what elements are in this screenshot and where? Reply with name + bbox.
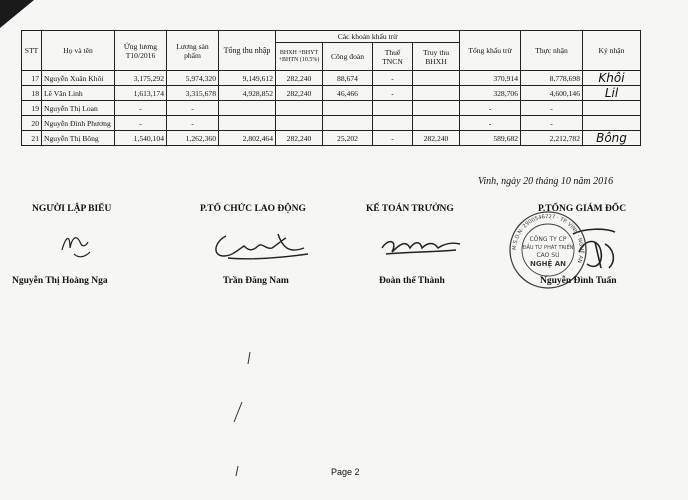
header-union-fee: Công đoàn [323,43,373,71]
cell-total [219,116,276,131]
signature-hr [208,228,318,264]
cell-signature [583,101,641,116]
stamp-line4: NGHỆ AN [530,260,566,268]
name-director: Nguyễn Đình Tuấn [540,276,617,286]
cell-recover [413,101,460,116]
cell-advance: - [115,116,167,131]
cell-net: 8,778,698 [521,71,583,86]
cell-stt: 19 [22,101,42,116]
header-insurance: BHXH +BHYT +BHTN (10.5%) [276,43,323,71]
cell-pit: - [373,71,413,86]
cell-deduction: - [460,101,521,116]
cell-net: - [521,101,583,116]
header-advance: Ứng lương T10/2016 [115,31,167,71]
header-total-income: Tổng thu nhập [219,31,276,71]
cell-name: Lê Văn Linh [42,86,115,101]
cell-recover: 282,240 [413,131,460,146]
cell-total: 2,802,464 [219,131,276,146]
cell-signature: Bông [583,131,641,146]
stamp-ring-text: M.S.D.N: 2900546727 · TP. VINH · NGHỆ AN [511,213,585,264]
cell-insurance [276,101,323,116]
cell-pit: - [373,131,413,146]
cell-stt: 21 [22,131,42,146]
cell-union [323,101,373,116]
table-row [22,101,641,116]
cell-union [323,116,373,131]
cell-total: 9,149,612 [219,71,276,86]
stamp-line2: ĐẦU TƯ PHÁT TRIỂN [522,245,574,251]
role-director: P.TỔNG GIÁM ĐỐC [538,204,627,214]
page-number: Page 2 [331,467,360,477]
cell-advance: 3,175,292 [115,71,167,86]
signature-accountant [376,232,466,260]
header-product-wage: Lương sản phẩm [167,31,219,71]
name-hr: Trần Đăng Nam [223,276,289,286]
header-name: Họ và tên [42,31,115,71]
cell-stt: 20 [22,116,42,131]
header-signature: Ký nhận [583,31,641,71]
cell-stt: 17 [22,71,42,86]
cell-recover [413,116,460,131]
header-stt: STT [22,31,42,71]
signature-preparer [58,228,98,262]
cell-union: 46,466 [323,86,373,101]
cell-deduction: - [460,116,521,131]
cell-net: 2,212,782 [521,131,583,146]
cell-signature [583,116,641,131]
scan-stray-marks [228,350,258,480]
cell-pit [373,101,413,116]
cell-stt: 18 [22,86,42,101]
name-accountant: Đoàn thế Thành [379,276,445,286]
cell-total [219,101,276,116]
cell-net: - [521,116,583,131]
cell-deduction: 328,706 [460,86,521,101]
header-net-pay: Thực nhận [521,31,583,71]
cell-name: Nguyễn Xuân Khôi [42,71,115,86]
name-preparer: Nguyễn Thị Hoàng Nga [12,276,108,286]
cell-name: Nguyễn Đình Phương [42,116,115,131]
header-recover-bhxh: Truy thu BHXH [413,43,460,71]
header-pit: Thuế TNCN [373,43,413,71]
cell-deduction: 589,682 [460,131,521,146]
role-preparer: NGƯỜI LẬP BIỂU [32,204,112,214]
cell-recover [413,86,460,101]
role-hr: P.TỔ CHỨC LAO ĐỘNG [200,204,306,214]
cell-advance: 1,540,104 [115,131,167,146]
cell-product: 3,315,678 [167,86,219,101]
cell-advance: - [115,101,167,116]
cell-signature: Lil [583,86,641,101]
cell-total: 4,928,852 [219,86,276,101]
cell-product: - [167,101,219,116]
cell-name: Nguyễn Thị Loan [42,101,115,116]
cell-recover [413,71,460,86]
table-row [22,131,641,146]
date-line: Vinh, ngày 20 tháng 10 năm 2016 [478,176,614,187]
cell-insurance [276,116,323,131]
table-row [22,71,641,86]
cell-signature: Khôi [583,71,641,86]
scan-corner-mark [0,0,34,28]
table-row [22,116,641,131]
cell-product: 1,262,360 [167,131,219,146]
payroll-table [21,30,641,146]
stamp-line1: CÔNG TY CP [529,236,567,243]
cell-union: 88,674 [323,71,373,86]
cell-insurance: 282,240 [276,71,323,86]
table-row [22,86,641,101]
cell-pit [373,116,413,131]
header-total-deduction: Tổng khấu trừ [460,31,521,71]
cell-product: - [167,116,219,131]
cell-net: 4,600,146 [521,86,583,101]
cell-advance: 1,613,174 [115,86,167,101]
role-accountant: KẾ TOÁN TRƯỞNG [366,204,454,214]
cell-product: 5,974,320 [167,71,219,86]
header-deductions-group: Các khoản khấu trừ [276,31,460,43]
cell-deduction: 370,914 [460,71,521,86]
cell-pit: - [373,86,413,101]
cell-name: Nguyễn Thị Bông [42,131,115,146]
cell-union: 25,202 [323,131,373,146]
stamp-line3: CAO SU [536,252,560,259]
cell-insurance: 282,240 [276,86,323,101]
cell-insurance: 282,240 [276,131,323,146]
